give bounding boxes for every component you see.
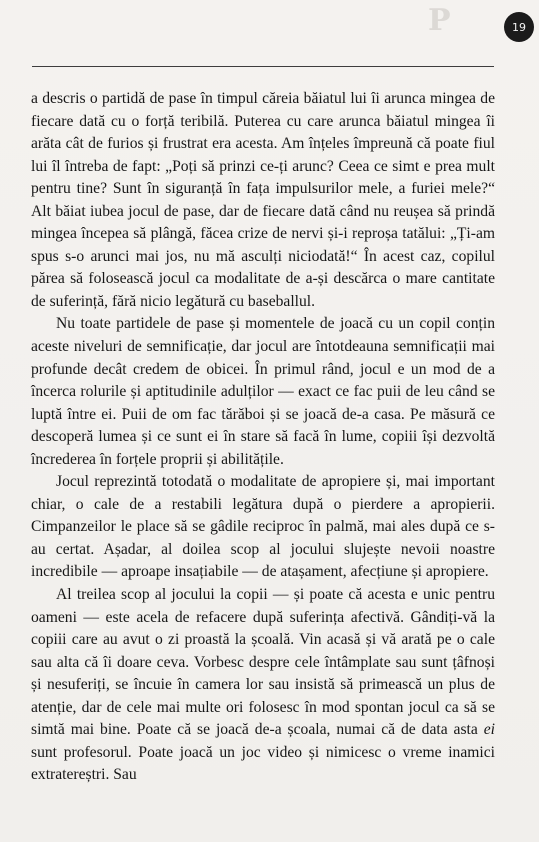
header-rule (32, 66, 494, 67)
text-run: Jocul reprezintă totodată o modalitate de apropiere și, mai important chiar, o cale de a restabili legătura după o pierdere a apropierii. Cimpanzeilor le place să se gâdile reciproc în palmă, mai ales după ce s-au certat. Așadar, al doilea scop al jocului slujește nevoii noastre incredibile — aproape insațiabile — de atașament, afecțiune și apropiere. (31, 473, 495, 581)
text-run: Al treilea scop al jocului la copii — și poate că acesta e unic pentru oameni — este acela de refacere după suferința afectivă. Gândiți-vă la copiii care au avut o zi proastă la școală. Vin acasă și vă arată pe o cale sau alta că îi doare ceva. Vorbesc despre cele întâmplate sau sunt țâfnoși și nesuferiți, se încuie în camera lor sau insistă să primească un plus de atenție, dar de cele mai multe ori folosesc în mod spontan jocul ca să se simtă mai bine. Poate că se joacă de-a școala, numai că de data asta (31, 586, 495, 739)
paragraph (31, 88, 495, 313)
paragraph (31, 313, 495, 471)
italic-run: ei (483, 721, 495, 739)
page-number-badge: 19 (504, 12, 534, 42)
text-run: a descris o partidă de pase în timpul căreia băiatul lui îi arunca mingea de fiecare dată cu o forță teribilă. Puterea cu care arunca băiatul mingea îi arăta cât de furios și frustrat era acesta. Am înțeles împreună că poate fiul lui îl întreba de fapt: „Poți să prinzi ce-ți arunc? Ceea ce simt e prea mult pentru tine? Sunt în siguranță în fața impulsurilor mele, a furiei mele?“ Alt băiat iubea jocul de pase, dar de fiecare dată când nu reușea să prindă mingea începea să plângă, făcea crize de nervi și-i reproșa tatălui: „Ți-am spus s-o arunci mai jos, nu mă asculți niciodată!“ În acest caz, copilul părea să folosească jocul ca modalitate de a-și descărca o mare cantitate de suferință, fără nicio legătură cu baseballul. (31, 90, 495, 310)
bleed-through-logo: P (428, 3, 451, 38)
paragraph (31, 584, 495, 787)
text-run: Nu toate partidele de pase și momentele de joacă cu un copil conțin aceste niveluri de semnificație, dar jocul are întotdeauna semnificații mai profunde decât credem de obicei. În primul rând, jocul e un mod de a încerca rolurile și aptitudinile adulților — exact ce fac puii de leu când se luptă între ei. Puii de om fac tărăboi și se joacă de-a casa. Pe măsură ce descoperă lumea și ce sunt ei în stare să facă în lume, copiii își dezvoltă încrederea în forțele proprii și abilitățile. (31, 315, 495, 468)
text-run: sunt profesorul. Poate joacă un joc video și nimicesc o vreme inamici extratereștri. Sau (31, 743, 495, 784)
paragraph (31, 471, 495, 584)
body-text (31, 88, 495, 787)
